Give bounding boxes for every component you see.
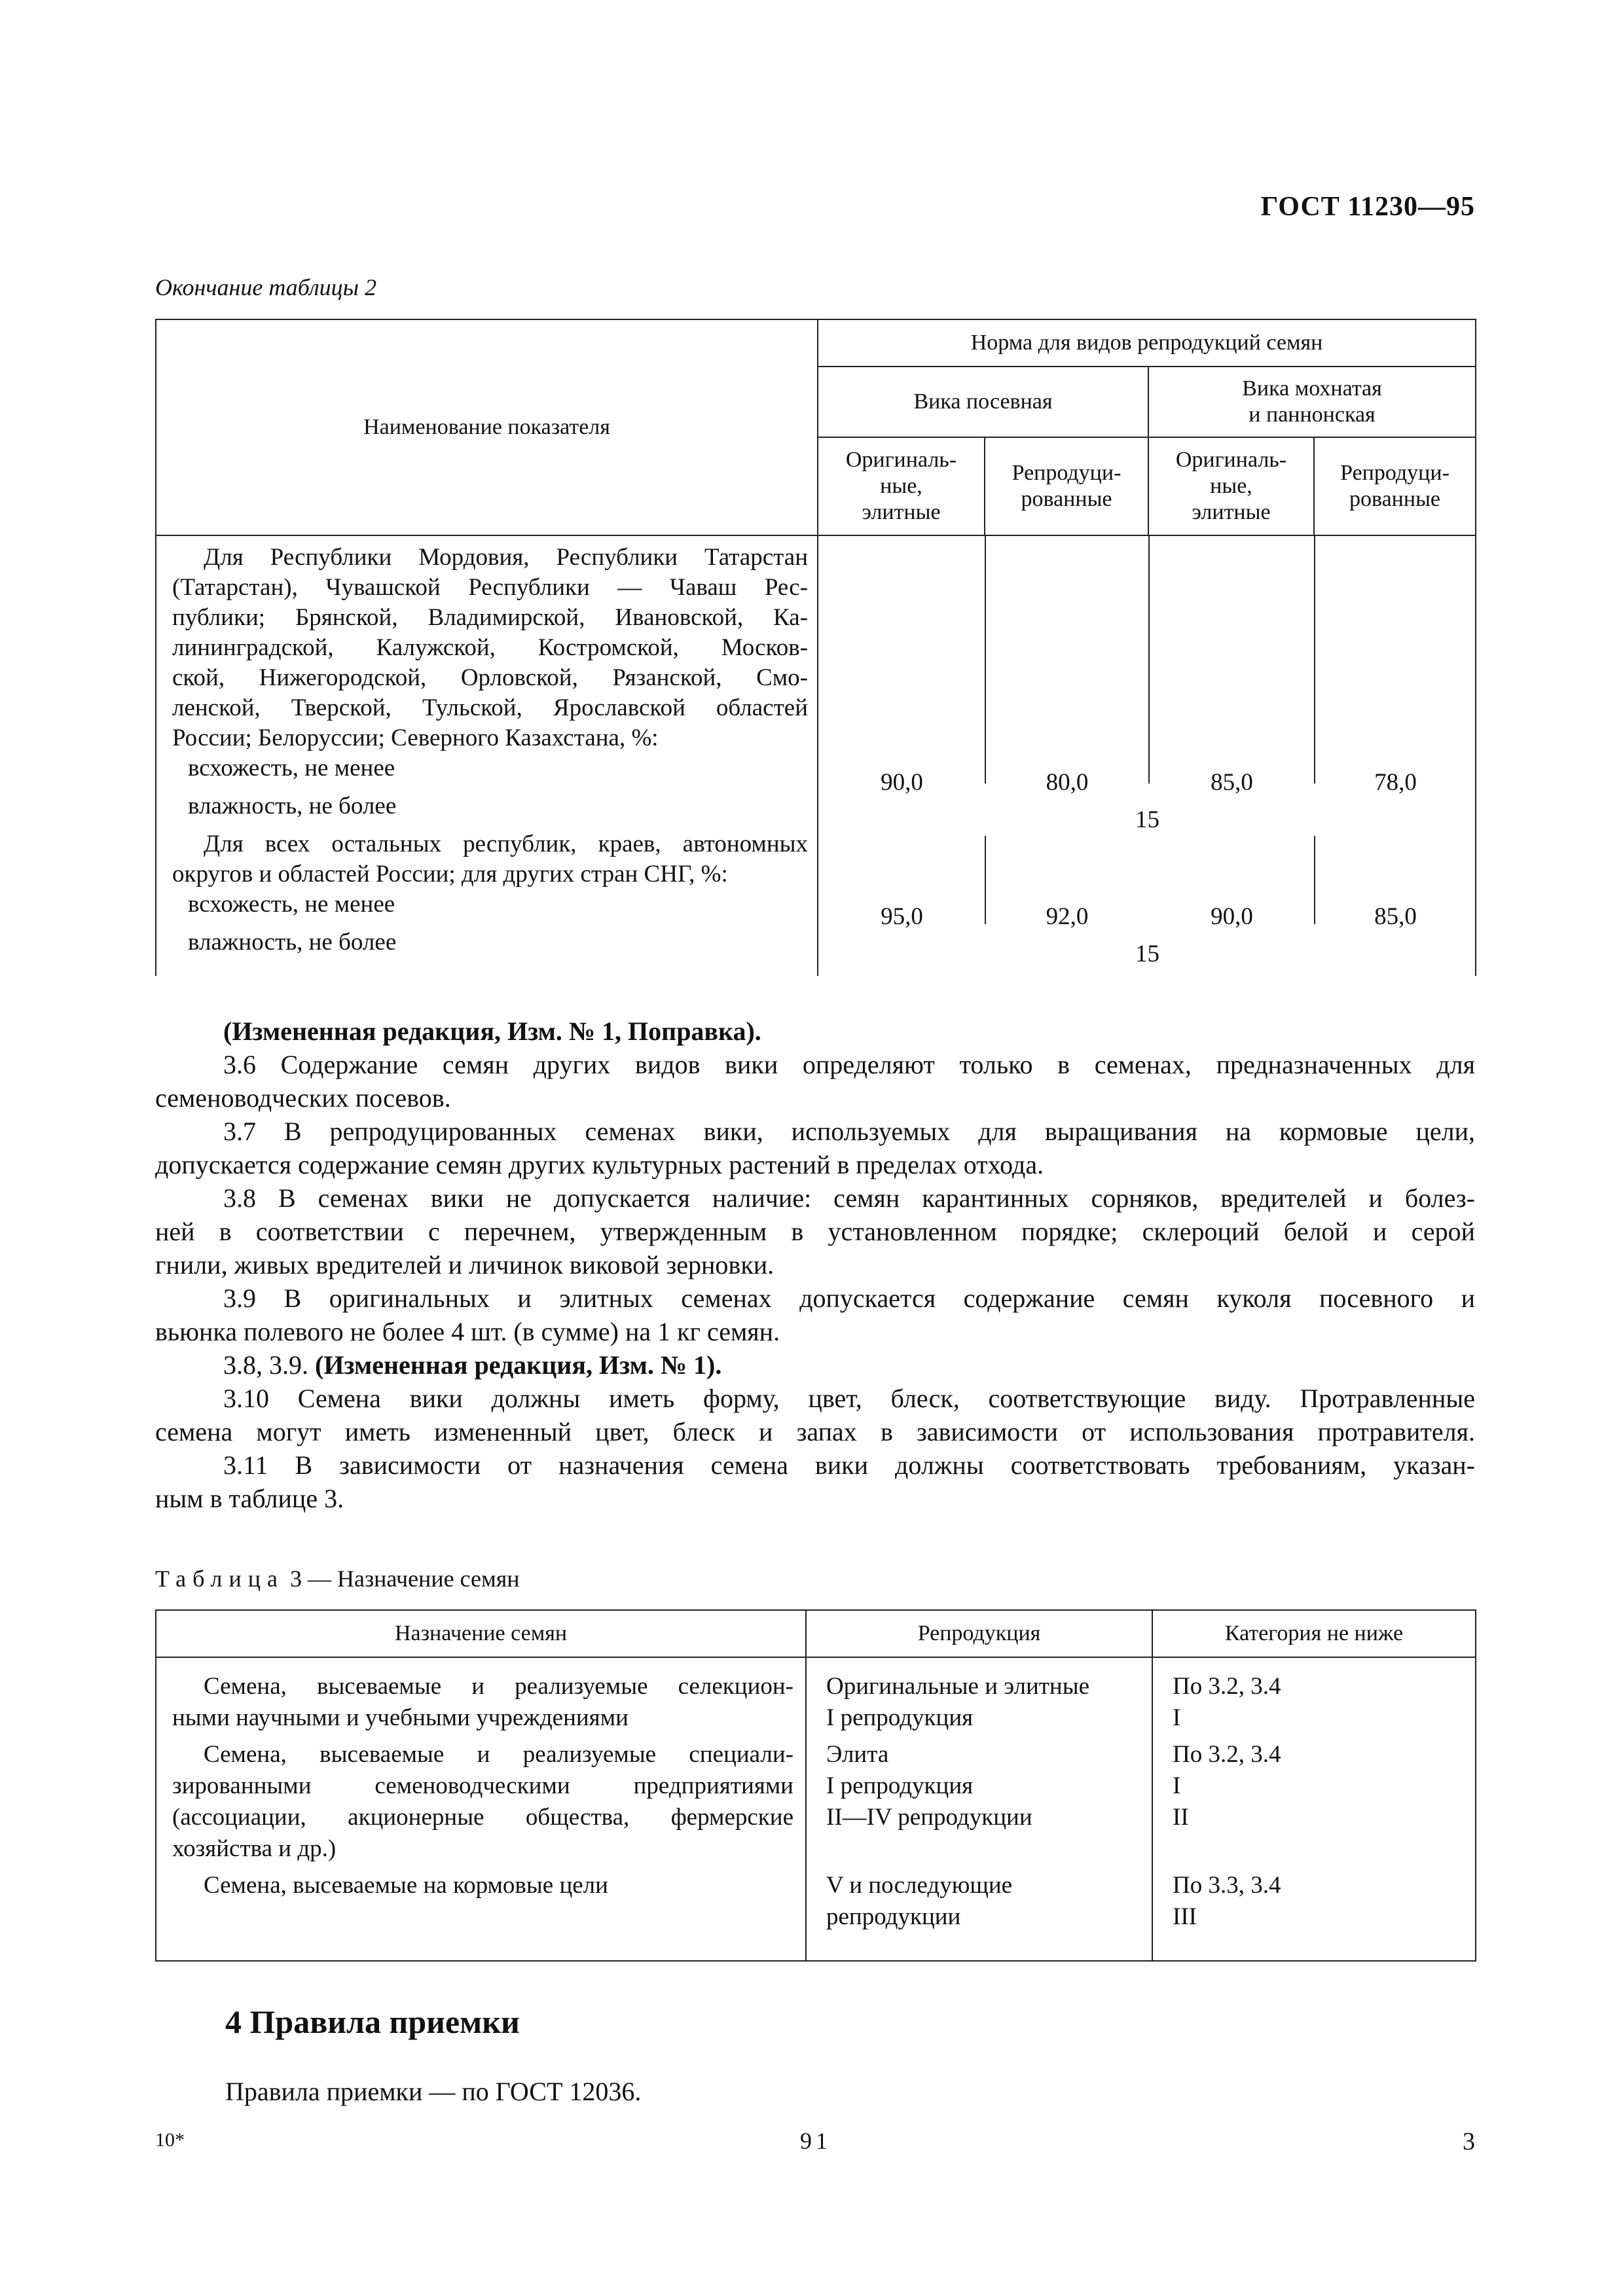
value-b1-orig-sown: 90,0 (881, 769, 923, 796)
para-line: 3.11 В зависимости от назначения семена вики должны соответствовать требованиям, указан- (223, 1450, 1475, 1480)
block2-moisture-label: влажность, не более (188, 929, 397, 956)
para-line: ным в таблице 3. (155, 1484, 344, 1513)
value-b1-rep-sown: 80,0 (1046, 769, 1089, 796)
header-norm (818, 319, 1476, 367)
table-3 (155, 1609, 1475, 1962)
col-text: Оригиналь- (1175, 448, 1287, 472)
value-b1-rep-hairy: 78,0 (1374, 769, 1417, 796)
para-line: семена могут иметь измененный цвет, блеск и запах в зависимости от использования протравителя. (155, 1417, 1475, 1446)
para-line: семеноводческих посевов. (155, 1083, 451, 1113)
col-text: рованные (1349, 487, 1441, 511)
col-text: рованные (1021, 487, 1112, 511)
header-indicator (156, 319, 818, 535)
t3-purpose-line: Семена, высеваемые и реализуемые специали- (204, 1741, 793, 1768)
para-line: вьюнка полевого не более 4 шт. (в сумме) на 1 кг семян. (155, 1317, 780, 1346)
header-col-original-1 (818, 437, 985, 535)
block1-line: ской, Нижегородской, Орловской, Рязанской, Смо- (172, 664, 808, 691)
block1-line: лининградской, Калужской, Костромской, Москов- (172, 634, 808, 661)
value-b1-moisture: 15 (1135, 806, 1159, 833)
footer-signature-mark: 10* (155, 2129, 185, 2151)
paragraph-3-6 (155, 1048, 1475, 1115)
header-group-hairy-vetch (1148, 367, 1476, 437)
table2-body-left (156, 535, 818, 976)
table-2 (155, 319, 1475, 976)
col-text: ные, (1210, 474, 1252, 498)
amendment-note-2 (155, 1348, 1475, 1382)
table2-body-values (818, 535, 1476, 976)
t3-purpose-line: Семена, высеваемые и реализуемые селекцион- (204, 1673, 793, 1700)
header-group2-line1: Вика мохнатая (1242, 376, 1382, 401)
table2-caption: Окончание таблицы 2 (155, 274, 377, 300)
table3-caption-word: Таблица (155, 1566, 284, 1592)
column-rule (985, 836, 986, 924)
col-text: ные, (880, 474, 922, 498)
table-2-grid (155, 319, 1476, 976)
para-line: 3.9 В оригинальных и элитных семенах допускается содержание семян куколя посевного и (223, 1283, 1475, 1313)
block1-germination-label: всхожесть, не менее (188, 755, 395, 781)
table-3-grid (155, 1609, 1476, 1962)
value-b2-rep-hairy: 85,0 (1374, 903, 1417, 930)
col-text: элитные (1192, 500, 1271, 524)
t3-cat-line: II (1173, 1804, 1189, 1831)
t3-category-cell (1152, 1657, 1476, 1961)
t3-purpose-line: Семена, высеваемые на кормовые цели (204, 1872, 608, 1899)
header-col-original-2 (1148, 437, 1314, 535)
value-b1-orig-hairy: 85,0 (1211, 769, 1253, 796)
col-text: Репродуци- (1340, 461, 1450, 485)
paragraph-3-7 (155, 1115, 1475, 1181)
block1-line: России; Белоруссии; Северного Казахстана, %: (172, 725, 659, 751)
header-group1-text: Вика посевная (913, 389, 1053, 414)
t3-purpose-cell (156, 1657, 806, 1961)
value-b2-rep-sown: 92,0 (1046, 903, 1089, 930)
paragraph-3-9 (155, 1282, 1475, 1348)
t3-repro-line: I репродукция (826, 1704, 974, 1731)
header-col-reproduced-2 (1314, 437, 1476, 535)
t3-cat-line: I (1173, 1704, 1181, 1731)
t3-cat-line: I (1173, 1772, 1181, 1799)
paragraph-3-10 (155, 1382, 1475, 1448)
para-line: 3.6 Содержание семян других видов вики определяют только в семенах, предназначенных для (223, 1050, 1475, 1079)
section-4-title: 4 Правила приемки (225, 2003, 520, 2040)
t3-header-category: Категория не ниже (1152, 1610, 1476, 1657)
header-col-reproduced-1 (985, 437, 1148, 535)
t3-purpose-line: ными научными и учебными учреждениями (172, 1704, 629, 1731)
block1-line: публики; Брянской, Владимирской, Ивановской, Ка- (172, 604, 808, 631)
header-norm-text: Норма для видов репродукций семян (970, 331, 1323, 355)
block2-line: Для всех остальных республик, краев, автономных (204, 831, 808, 857)
t3-repro-line: V и последующие (826, 1872, 1013, 1899)
block2-germination-label: всхожесть, не менее (188, 891, 395, 918)
column-rule (1148, 536, 1150, 783)
para-line: ней в соответствии с перечнем, утвержденным в установленном порядке; склероций белой и серой (155, 1217, 1475, 1246)
t3-repro-line: Оригинальные и элитные (826, 1673, 1089, 1700)
block2-line: округов и областей России; для других стран СНГ, %: (172, 861, 728, 888)
amendment-note-1: (Измененная редакция, Изм. № 1, Поправка). (223, 1016, 761, 1046)
block1-line: Для Республики Мордовия, Республики Татарстан (204, 544, 808, 571)
block1-line: (Татарстан), Чувашской Республики — Чаваш Рес- (172, 574, 808, 601)
t3-cat-line: По 3.2, 3.4 (1173, 1673, 1281, 1700)
paragraph-3-8 (155, 1181, 1475, 1282)
para-line: допускается содержание семян других культурных растений в пределах отхода. (155, 1150, 1044, 1179)
para-line: гнили, живых вредителей и личинок виковой зерновки. (155, 1250, 775, 1280)
t3-repro-line: I репродукция (826, 1772, 974, 1799)
value-b2-orig-sown: 95,0 (881, 903, 923, 930)
para-line: 3.8 В семенах вики не допускается наличие: семян карантинных сорняков, вредителей и болез- (223, 1183, 1475, 1213)
t3-reproduction-cell (806, 1657, 1152, 1961)
para-line: 3.10 Семена вики должны иметь форму, цвет, блеск, соответствующие виду. Протравленные (223, 1384, 1475, 1413)
section-4-body: Правила приемки — по ГОСТ 12036. (225, 2077, 642, 2106)
col-text: Репродуци- (1012, 461, 1122, 485)
t3-purpose-line: хозяйства и др.) (172, 1835, 337, 1862)
t3-cat-line: По 3.2, 3.4 (1173, 1741, 1281, 1768)
header-group2-line2: и паннонская (1249, 403, 1376, 427)
amendment-prefix: 3.8, 3.9. (223, 1350, 315, 1380)
t3-repro-line: II—IV репродукции (826, 1804, 1032, 1831)
table3-caption-rest: 3 — Назначение семян (283, 1566, 520, 1592)
column-rule (1314, 836, 1315, 924)
value-b2-orig-hairy: 90,0 (1211, 903, 1253, 930)
t3-purpose-line: зированными семеноводческими предприятиями (172, 1772, 793, 1799)
t3-header-reproduction: Репродукция (806, 1610, 1152, 1657)
para-line: 3.7 В репродуцированных семенах вики, используемых для выращивания на кормовые цели, (223, 1117, 1475, 1146)
column-rule (985, 536, 986, 783)
t3-header-purpose: Назначение семян (156, 1610, 806, 1657)
t3-purpose-line: (ассоциации, акционерные общества, фермерские (172, 1804, 793, 1831)
amendment-bold: (Измененная редакция, Изм. № 1). (315, 1350, 722, 1380)
header-group-sown-vetch (818, 367, 1148, 437)
block1-moisture-label: влажность, не более (188, 793, 397, 819)
col-text: Оригиналь- (845, 448, 957, 472)
column-rule (1314, 536, 1315, 783)
t3-repro-line: репродукции (826, 1903, 961, 1930)
block1-line: ленской, Тверской, Тульской, Ярославской областей (172, 694, 808, 721)
document-code: ГОСТ 11230—95 (1260, 192, 1475, 222)
footer-center-number: 91 (800, 2128, 831, 2154)
page-number: 3 (1463, 2128, 1475, 2155)
paragraph-3-11 (155, 1448, 1475, 1515)
t3-cat-line: По 3.3, 3.4 (1173, 1872, 1281, 1899)
header-indicator-text: Наименование показателя (363, 415, 610, 439)
table3-caption (155, 1565, 520, 1592)
col-text: элитные (862, 500, 941, 524)
t3-cat-line: III (1173, 1903, 1197, 1930)
value-b2-moisture: 15 (1135, 941, 1159, 967)
t3-repro-line: Элита (826, 1741, 889, 1768)
